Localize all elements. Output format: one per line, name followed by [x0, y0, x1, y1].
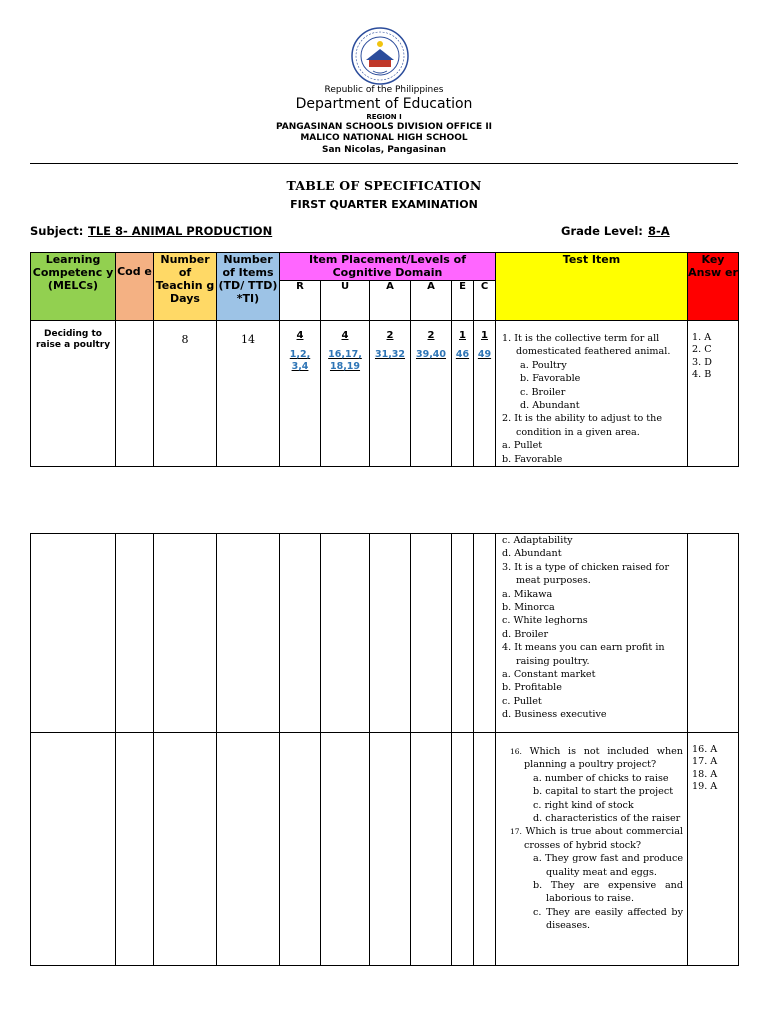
option: b. Profitable — [502, 682, 562, 694]
a2-placement: 39,40 — [415, 349, 447, 360]
a1-count-cell — [370, 321, 411, 467]
c-count: 1 — [481, 330, 488, 341]
specification-table-items-16 — [30, 732, 739, 966]
header-learning-competency: Learning Competenc y (MELCs) — [31, 253, 116, 321]
u-placement: 16,17, 18,19 — [328, 349, 362, 372]
option: d. Abundant — [520, 400, 580, 412]
option: a. Constant market — [502, 669, 596, 681]
c-placement: 49 — [477, 349, 492, 360]
key-answer-cell — [688, 534, 739, 733]
subject-label: Subject: — [30, 224, 84, 238]
republic-heading: Republic of the Philippines — [324, 85, 444, 95]
a2-count: 2 — [427, 330, 435, 341]
e-count-cell — [452, 321, 474, 467]
header-divider — [30, 163, 738, 164]
option: c. Pullet — [502, 695, 542, 707]
r-placement: 1,2, 3,4 — [289, 349, 311, 372]
option: a. Mikawa — [502, 588, 553, 600]
school-heading: MALICO NATIONAL HIGH SCHOOL — [300, 133, 468, 143]
header-number-of-items: Number of Items (TD/ TTD) *TI) — [217, 253, 280, 321]
key-answer: 18. A — [692, 768, 718, 780]
a1-placement: 31,32 — [374, 349, 406, 360]
option: c. White leghorns — [502, 615, 588, 627]
key-answer: 2. C — [692, 344, 712, 356]
code-cell — [116, 321, 154, 467]
division-heading: PANGASINAN SCHOOLS DIVISION OFFICE II — [275, 122, 493, 132]
key-answer: 1. A — [692, 332, 712, 343]
r-count: 4 — [296, 330, 304, 341]
grade-level-label: Grade Level: — [561, 224, 643, 238]
level-c: C — [474, 281, 496, 321]
key-answer: 17. A — [692, 756, 718, 768]
a1-count: 2 — [386, 330, 394, 341]
header-teaching-days: Number of Teachin g Days — [154, 253, 217, 321]
level-u: U — [321, 281, 370, 321]
header-cognitive-domain: Item Placement/Levels of Cognitive Domain — [280, 253, 496, 281]
option: a. Poultry — [520, 359, 567, 371]
option: d. characteristics of the raiser — [533, 813, 681, 825]
level-e: E — [452, 281, 474, 321]
option: c. They are easily affected by diseases. — [533, 906, 683, 932]
deped-seal-logo — [351, 27, 409, 85]
e-placement: 46 — [455, 349, 470, 360]
question-17: 17. Which is true about commercial crosses of hybrid stock? — [510, 826, 683, 851]
option: b. They are expensive and laborious to raise. — [533, 880, 683, 905]
header-key-answer: Key Answ er — [688, 253, 739, 321]
items-cell: 14 — [217, 321, 280, 467]
level-r: R — [280, 281, 321, 321]
option: b. Favorable — [520, 373, 581, 385]
option: a. They grow fast and produce quality meat and eggs. — [533, 853, 683, 878]
r-count-cell — [280, 321, 321, 467]
location-heading: San Nicolas, Pangasinan — [322, 145, 446, 155]
option: c. Broiler — [520, 386, 566, 398]
question-2: 2. It is the ability to adjust to the condition in a given area. — [502, 413, 663, 438]
subject-value: TLE 8- ANIMAL PRODUCTION — [88, 224, 273, 238]
region-heading: REGION I — [366, 113, 402, 121]
c-count-cell — [474, 321, 496, 467]
document-title: TABLE OF SPECIFICATION — [286, 178, 482, 193]
option: d. Business executive — [502, 709, 607, 721]
department-heading: Department of Education — [295, 96, 473, 112]
key-answer: 3. D — [692, 356, 712, 368]
option: d. Abundant — [502, 548, 562, 560]
level-a1: A — [370, 281, 411, 321]
teaching-days-cell: 8 — [154, 321, 217, 467]
key-answer-cell — [688, 733, 739, 966]
e-count: 1 — [459, 330, 466, 341]
a2-count-cell — [411, 321, 452, 467]
key-answer-cell — [688, 321, 739, 467]
header-code: Cod e — [116, 253, 154, 321]
option: b. Minorca — [502, 602, 555, 614]
grade-level-value: 8-A — [648, 224, 670, 238]
melc-cell: Deciding to raise a poultry — [31, 321, 116, 467]
option: d. Broiler — [502, 628, 549, 640]
test-item-cell — [496, 534, 688, 733]
specification-table-continued — [30, 533, 739, 733]
u-count: 4 — [341, 330, 349, 341]
header-test-item: Test Item — [496, 253, 688, 321]
u-count-cell — [321, 321, 370, 467]
option: a. Pullet — [502, 440, 543, 452]
option: b. Favorable — [502, 453, 563, 465]
question-3: 3. It is a type of chicken raised for meat purposes. — [502, 561, 670, 587]
key-answer: 16. A — [692, 744, 718, 755]
level-a2: A — [411, 281, 452, 321]
question-16: 16. Which is not included when planning a poultry project? — [510, 746, 683, 771]
question-1: 1. It is the collective term for all domesticated feathered animal. — [502, 333, 671, 358]
option: c. Adaptability — [502, 535, 573, 546]
key-answer: 4. B — [692, 368, 712, 380]
option: b. capital to start the project — [533, 786, 674, 798]
test-item-cell — [496, 733, 688, 966]
question-4: 4. It means you can earn profit in raising poultry. — [502, 642, 665, 667]
specification-table — [30, 252, 739, 467]
key-answer: 19. A — [692, 780, 718, 792]
option: a. number of chicks to raise — [533, 772, 669, 784]
document-subtitle: FIRST QUARTER EXAMINATION — [290, 198, 478, 211]
test-item-cell — [496, 321, 688, 467]
option: c. right kind of stock — [533, 799, 634, 811]
